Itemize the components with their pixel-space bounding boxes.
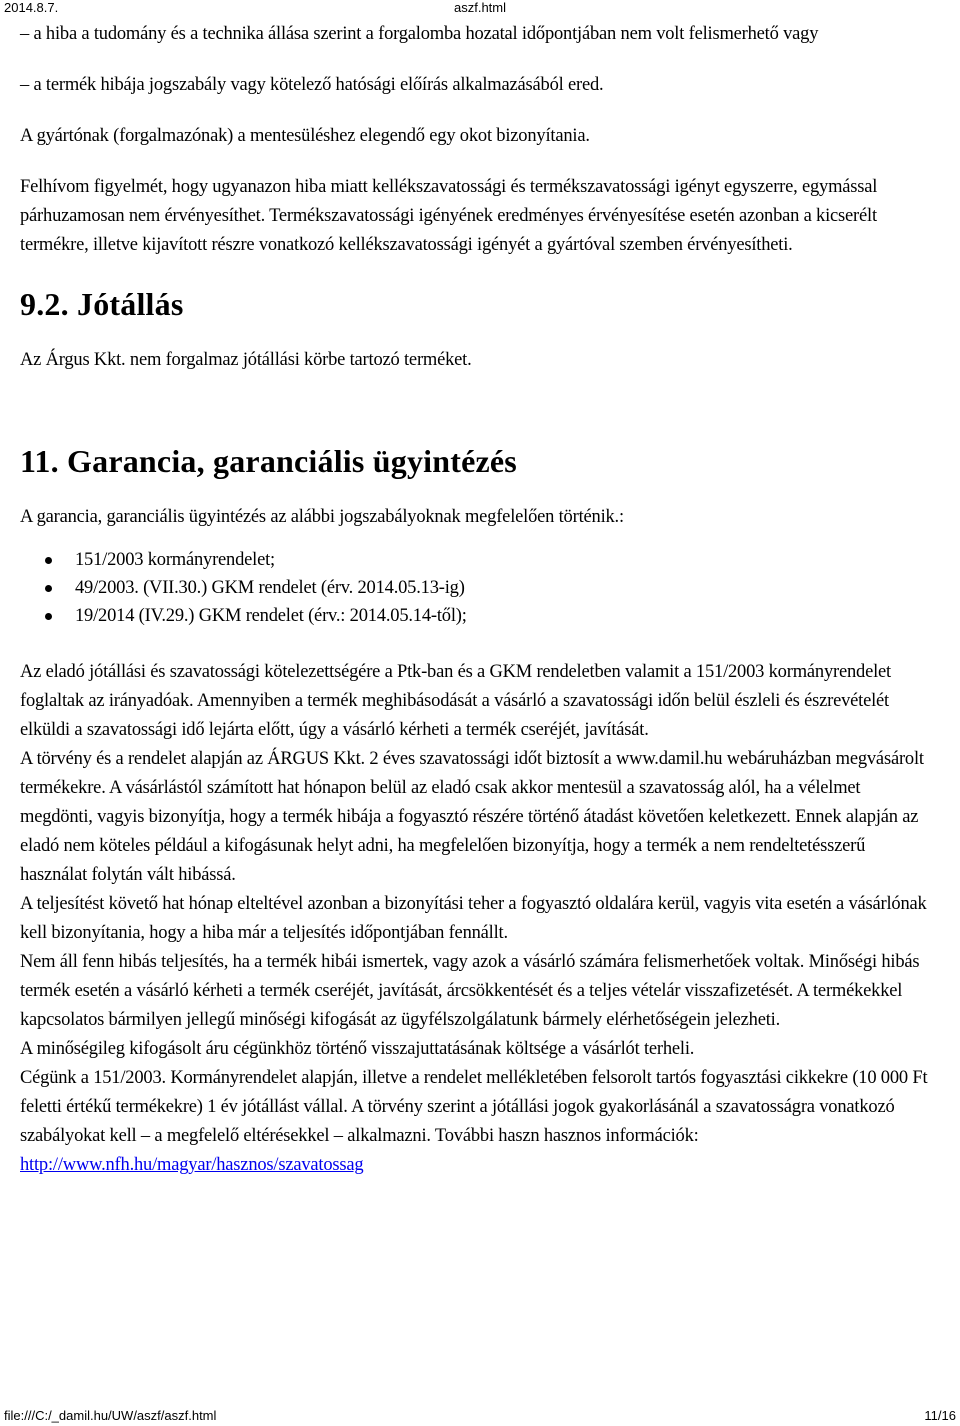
body-paragraph: A teljesítést követő hat hónap elteltével azonban a bizonyítási teher a fogyasztó oldalára kerül, vagyis vita esetén a vásárlónak kell bizonyítania, hogy a hiba már a teljesítés időpontjában fennállt. <box>20 894 927 943</box>
list-item: 49/2003. (VII.30.) GKM rendelet (érv. 2014.05.13-ig) <box>75 574 935 602</box>
print-header <box>0 0 960 16</box>
dash-item-1: – a hiba a tudomány és a technika állása szerint a forgalomba hozatal időpontjában nem volt felismerhető vagy <box>20 24 819 44</box>
list-item: 151/2003 kormányrendelet; <box>75 546 935 574</box>
body-paragraph: A törvény és a rendelet alapján az ÁRGUS Kkt. 2 éves szavatossági időt biztosít a www.damil.hu webáruházban megvásárolt termékekre. A vásárlástól számított hat hónapon belül az eladó csak akkor mentesül a szavatosság alól, ha a vélelmet megdönti, vagyis bizonyítja, hogy a termék hibája a fogyasztó részére történő átadást követően keletkezett. Ennek alapján az eladó nem köteles például a kifogásunak helyt adni, ha megfelelően bizonyítja, hogy a termék a nem rendeltetésszerű használat folytán vált hibássá. <box>20 749 924 885</box>
print-footer <box>0 1408 960 1424</box>
body-paragraph: Az eladó jótállási és szavatossági kötelezettségére a Ptk-ban és a GKM rendeletben valamit a 151/2003 kormányrendelet foglaltak az irányadóak. Amennyiben a termék meghibásodását a vásárló a szavatossági időn belül észleli és észrevételét elküldi a szavatossági idő lejárta előtt, úgy a vásárló kérheti a termék cseréjét, javítását. <box>20 662 891 740</box>
jotallas-text: Az Árgus Kkt. nem forgalmaz jótállási körbe tartozó terméket. <box>20 350 472 370</box>
body-paragraph: Cégünk a 151/2003. Kormányrendelet alapján, illetve a rendelet mellékletében felsorolt tartós fogyasztási cikkekre (10 000 Ft feletti értékű termékekre) 1 év jótállást vállal. A törvény szerint a jótállási jogok gyakorlásánál a szavatosságra vonatkozó szabályokat kell – a megfelelő eltérésekkel – alkalmazni. További haszn hasznos információk: <box>20 1068 928 1146</box>
regulation-list <box>20 546 935 630</box>
dash-item-2: – a termék hibája jogszabály vagy kötelező hatósági előírás alkalmazásából ered. <box>20 75 604 95</box>
garancia-intro: A garancia, garanciális ügyintézés az alábbi jogszabályoknak megfelelően történik.: <box>20 507 624 527</box>
document-body <box>20 20 935 1180</box>
body-paragraph: A minőségileg kifogásolt áru cégünkhöz történő visszajuttatásának költsége a vásárlót terheli. <box>20 1039 695 1059</box>
bullet-icon <box>45 585 52 592</box>
bullet-icon <box>45 613 52 620</box>
file-path: file:///C:/_damil.hu/UW/aszf/aszf.html <box>4 1408 217 1423</box>
page-number: 11/16 <box>924 1408 956 1423</box>
manufacturer-proof-text: A gyártónak (forgalmazónak) a mentesüléshez elegendő egy okot bizonyítania. <box>20 126 590 146</box>
notice-paragraph: Felhívom figyelmét, hogy ugyanazon hiba miatt kellékszavatossági és termékszavatossági igényt egyszerre, egymással párhuzamosan nem érvényesíthet. Termékszavatossági igényének eredményes érvényesítése esetén azonban a kicserélt termékre, illetve kijavított részre vonatkozó kellékszavatossági igényét a gyártóval szemben érvényesítheti. <box>20 177 878 255</box>
section-heading-jotallas: 9.2. Jótállás <box>20 286 184 322</box>
body-paragraph: Nem áll fenn hibás teljesítés, ha a termék hibái ismertek, vagy azok a vásárló számára felismerhetőek voltak. Minőségi hibás termék esetén a vásárló kérheti a termék cseréjét, javítását, árcsökkentését és a teljes vételár visszafizetését. A termékekkel kapcsolatos bármilyen jellegű minőségi kifogását az ügyfélszolgálatunk bármely elérhetőségein jelezheti. <box>20 952 920 1030</box>
print-date: 2014.8.7. <box>4 0 59 15</box>
print-title: aszf.html <box>453 0 506 15</box>
list-item: 19/2014 (IV.29.) GKM rendelet (érv.: 2014.05.14-től); <box>75 602 935 630</box>
warranty-body <box>20 658 935 1180</box>
section-heading-garancia: 11. Garancia, garanciális ügyintézés <box>20 443 517 479</box>
bullet-icon <box>45 557 52 564</box>
nfh-link[interactable]: http://www.nfh.hu/magyar/hasznos/szavatossag <box>20 1155 364 1175</box>
